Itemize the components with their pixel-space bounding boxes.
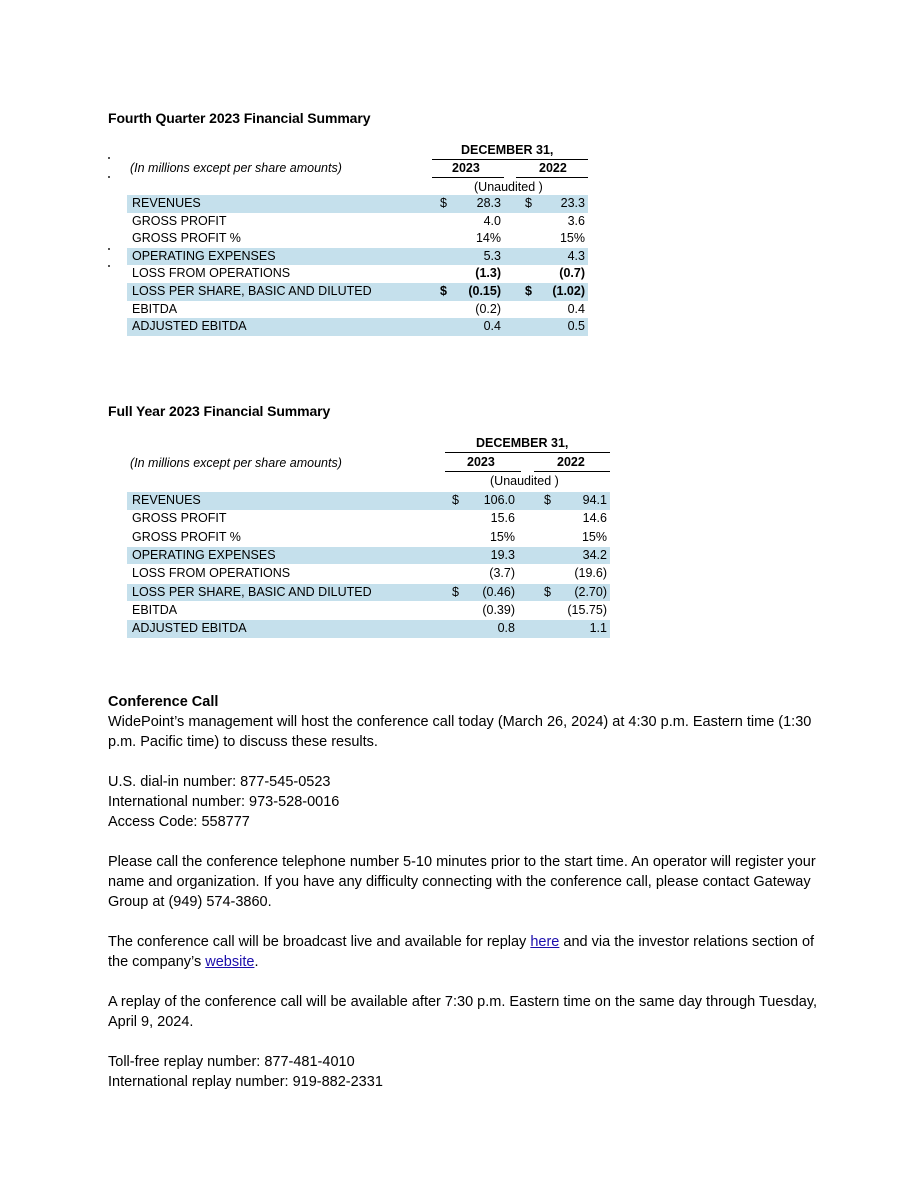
table-row (127, 584, 610, 602)
table-row (127, 547, 610, 565)
dollar-sign-2022: $ (544, 584, 551, 599)
q4-col-2023: 2023 (452, 161, 480, 175)
table-row (127, 529, 610, 547)
international-number: International number: 973-528-0016 (108, 794, 340, 810)
access-code: Access Code: 558777 (108, 814, 250, 830)
q4-col-2022: 2022 (539, 161, 567, 175)
call-instructions: Please call the conference telephone number 5-10 minutes prior to the start time. An operator will register your name and organization. If you have any difficulty connecting with the conference call, please contact Gateway Group at (949) 574-3860. (108, 854, 816, 910)
table-row (127, 318, 588, 336)
q4-col2-underline (516, 177, 588, 178)
row-label: ADJUSTED EBITDA (132, 621, 247, 636)
value-2022: (2.70) (574, 584, 607, 599)
value-2023: 15.6 (490, 511, 515, 526)
broadcast-paragraph (108, 932, 828, 972)
table-row (127, 230, 588, 248)
q4-col1-underline (432, 177, 504, 178)
table-row (127, 510, 610, 528)
table-row (127, 283, 588, 301)
fy-col-2022: 2022 (557, 455, 585, 469)
value-2023: (1.3) (475, 266, 501, 281)
table-row (127, 602, 610, 620)
value-2022: 0.4 (567, 301, 585, 316)
row-label: EBITDA (132, 602, 178, 617)
row-label: EBITDA (132, 301, 178, 316)
row-label: OPERATING EXPENSES (132, 248, 276, 263)
row-label: GROSS PROFIT % (132, 529, 241, 544)
row-label: LOSS FROM OPERATIONS (132, 266, 291, 281)
tollfree-replay-number: Toll-free replay number: 877-481-4010 (108, 1054, 355, 1070)
international-replay-number: International replay number: 919-882-2331 (108, 1074, 383, 1090)
margin-mark (108, 265, 110, 267)
value-2023: (0.2) (475, 301, 501, 316)
value-2022: 15% (559, 231, 585, 246)
value-2023: 15% (489, 529, 515, 544)
fy-period-underline (445, 452, 610, 453)
row-label: LOSS PER SHARE, BASIC AND DILUTED (132, 284, 372, 298)
fy-col1-underline (445, 471, 521, 472)
replay-here-link[interactable]: here (530, 934, 560, 950)
table-row (127, 248, 588, 266)
q4-subtitle: (In millions except per share amounts) (130, 161, 342, 175)
replay-info: A replay of the conference call will be available after 7:30 p.m. Eastern time on the same day through Tuesday, April 9, 2024. (108, 994, 818, 1030)
company-website-link[interactable]: website (205, 954, 255, 970)
row-label: REVENUES (132, 196, 201, 210)
value-2022: 3.6 (567, 213, 585, 228)
dollar-sign-2022: $ (525, 196, 532, 210)
value-2023: 14% (475, 231, 501, 246)
table-row (127, 565, 610, 583)
value-2022: 1.1 (589, 621, 607, 636)
fy-col2-underline (534, 471, 610, 472)
dollar-sign-2023: $ (452, 584, 459, 599)
q4-period-underline (432, 159, 588, 160)
table-row (127, 195, 588, 213)
value-2023: (0.46) (482, 584, 515, 599)
q4-title: Fourth Quarter 2023 Financial Summary (108, 110, 371, 126)
conference-intro: WidePoint’s management will host the conference call today (March 26, 2024) at 4:30 p.m. Eastern time (1:30 p.m. Pacific time) to discuss these results. (108, 714, 812, 750)
row-label: GROSS PROFIT (132, 213, 227, 228)
fy-period-header: DECEMBER 31, (476, 436, 569, 450)
value-2022: (15.75) (567, 602, 607, 617)
dollar-sign-2023: $ (452, 493, 459, 507)
fy-unaudited: (Unaudited ) (490, 474, 559, 488)
fy-col-2023: 2023 (467, 455, 495, 469)
broadcast-text-mid: and via the investor relations section of the company’s (108, 934, 815, 970)
value-2023: 5.3 (483, 248, 501, 263)
table-row (127, 265, 588, 283)
row-label: GROSS PROFIT % (132, 231, 241, 246)
conference-heading: Conference Call (108, 694, 219, 710)
margin-mark (108, 176, 110, 178)
value-2022: 23.3 (560, 196, 585, 210)
table-row (127, 620, 610, 638)
row-label: LOSS FROM OPERATIONS (132, 566, 291, 581)
table-row (127, 492, 610, 510)
table-row (127, 301, 588, 319)
dollar-sign-2023: $ (440, 284, 447, 298)
broadcast-text-post: . (254, 954, 259, 970)
dial-in-number: U.S. dial-in number: 877-545-0523 (108, 774, 331, 790)
dollar-sign-2023: $ (440, 196, 447, 210)
fy-subtitle: (In millions except per share amounts) (130, 456, 342, 470)
margin-mark (108, 248, 110, 250)
value-2023: 4.0 (483, 213, 501, 228)
value-2023: 106.0 (483, 493, 515, 507)
value-2022: (0.7) (559, 266, 585, 281)
value-2022: 15% (581, 529, 607, 544)
fy-title: Full Year 2023 Financial Summary (108, 403, 331, 419)
value-2023: 28.3 (476, 196, 501, 210)
value-2022: 14.6 (582, 511, 607, 526)
q4-period-header: DECEMBER 31, (461, 143, 554, 157)
value-2022: 94.1 (582, 493, 607, 507)
value-2023: 0.4 (483, 319, 501, 334)
row-label: LOSS PER SHARE, BASIC AND DILUTED (132, 584, 372, 599)
row-label: OPERATING EXPENSES (132, 547, 276, 562)
broadcast-text-pre: The conference call will be broadcast live and available for replay (108, 934, 531, 950)
value-2022: 4.3 (567, 248, 585, 263)
value-2022: (1.02) (552, 284, 585, 298)
value-2023: (3.7) (489, 566, 515, 581)
value-2022: 0.5 (567, 319, 585, 334)
value-2023: (0.15) (468, 284, 501, 298)
row-label: GROSS PROFIT (132, 511, 227, 526)
dollar-sign-2022: $ (544, 493, 551, 507)
dollar-sign-2022: $ (525, 284, 532, 298)
conference-call-section (108, 692, 828, 1092)
value-2022: (19.6) (574, 566, 607, 581)
value-2023: 0.8 (497, 621, 515, 636)
table-row (127, 213, 588, 231)
margin-mark (108, 157, 110, 159)
value-2022: 34.2 (582, 547, 607, 562)
value-2023: 19.3 (490, 547, 515, 562)
row-label: ADJUSTED EBITDA (132, 319, 247, 334)
row-label: REVENUES (132, 493, 201, 507)
value-2023: (0.39) (482, 602, 515, 617)
q4-unaudited: (Unaudited ) (474, 180, 543, 194)
